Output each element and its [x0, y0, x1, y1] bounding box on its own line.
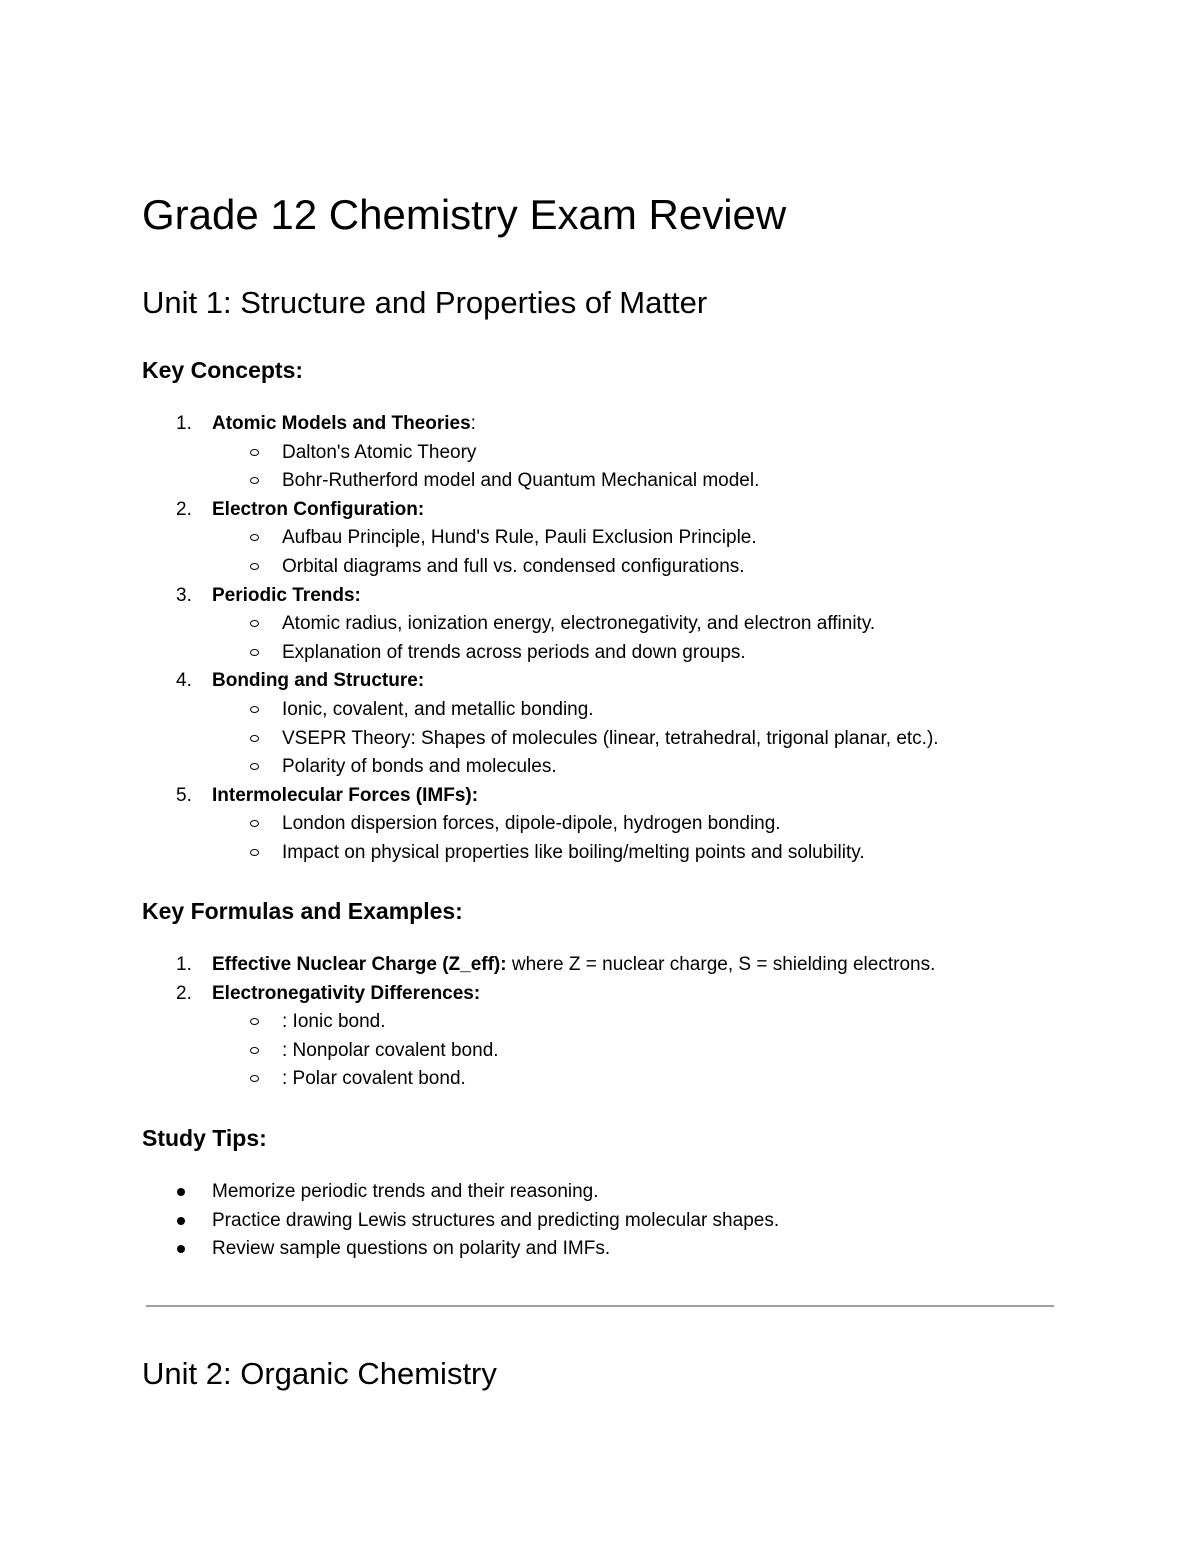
unit-2-heading: Unit 2: Organic Chemistry	[142, 1356, 497, 1391]
list-number: 3.	[176, 584, 192, 606]
list-number: 5.	[176, 784, 192, 806]
list-item-text	[212, 980, 480, 1009]
sub-item-text: : Polar covalent bond.	[282, 1068, 466, 1090]
list-item-label: Electron Configuration:	[212, 498, 425, 520]
list-item-label: Intermolecular Forces (IMFs):	[212, 784, 479, 806]
list-item-label: Atomic Models and Theories	[212, 413, 471, 434]
list-item-text	[212, 782, 478, 811]
bullet-item-text: Memorize periodic trends and their reasoning.	[212, 1181, 599, 1202]
hollow-bullet-icon	[250, 1018, 259, 1025]
hollow-bullet-icon	[250, 534, 259, 541]
hollow-bullet-icon	[250, 763, 259, 770]
bullet-item-text: Practice drawing Lewis structures and predicting molecular shapes.	[212, 1209, 780, 1231]
horizontal-divider	[146, 1305, 1054, 1307]
sub-item-text: Atomic radius, ionization energy, electronegativity, and electron affinity.	[282, 613, 876, 635]
sub-item-text: Dalton's Atomic Theory	[282, 441, 477, 463]
bullet-icon	[177, 1217, 185, 1225]
list-item-text	[212, 582, 361, 611]
list-number: 4.	[176, 670, 192, 692]
hollow-bullet-icon	[250, 477, 259, 484]
sub-item-text: Polarity of bonds and molecules.	[282, 756, 557, 778]
bullet-icon	[177, 1188, 185, 1196]
unit-1-heading: Unit 1: Structure and Properties of Matter	[142, 285, 708, 320]
sub-item-text: London dispersion forces, dipole-dipole, hydrogen bonding.	[282, 813, 781, 835]
list-item-text	[212, 667, 424, 696]
list-item-suffix: where Z = nuclear charge, S = shielding electrons.	[506, 954, 936, 975]
hollow-bullet-icon	[250, 563, 259, 570]
list-item-suffix: :	[470, 413, 476, 434]
list-number: 1.	[176, 413, 192, 434]
list-item-text	[212, 410, 476, 439]
list-number: 2.	[176, 498, 192, 520]
sub-item-text: Explanation of trends across periods and down groups.	[282, 641, 746, 663]
list-item-label: Periodic Trends:	[212, 584, 361, 606]
list-item-text	[212, 496, 424, 525]
list-item-label: Effective Nuclear Charge (Z_eff):	[212, 954, 507, 975]
sub-item-text: Ionic, covalent, and metallic bonding.	[282, 698, 594, 720]
list-number: 1.	[176, 954, 192, 975]
hollow-bullet-icon	[250, 706, 259, 713]
bullet-icon	[177, 1245, 185, 1253]
sub-item-text: Orbital diagrams and full vs. condensed configurations.	[282, 555, 745, 577]
hollow-bullet-icon	[250, 1075, 259, 1082]
sub-item-text: Impact on physical properties like boiling/melting points and solubility.	[282, 841, 865, 863]
sub-item-text: : Nonpolar covalent bond.	[282, 1039, 499, 1061]
hollow-bullet-icon	[250, 449, 259, 456]
sub-item-text: : Ionic bond.	[282, 1011, 386, 1033]
sub-item-text: Bohr-Rutherford model and Quantum Mechanical model.	[282, 470, 760, 492]
key-concepts-heading: Key Concepts:	[142, 357, 304, 383]
sub-item-text: Aufbau Principle, Hund's Rule, Pauli Exclusion Principle.	[282, 527, 757, 549]
hollow-bullet-icon	[250, 735, 259, 742]
list-number: 2.	[176, 982, 192, 1004]
bullet-item-text: Review sample questions on polarity and IMFs.	[212, 1238, 611, 1260]
list-item-text	[212, 951, 935, 980]
key-formulas-heading: Key Formulas and Examples:	[142, 898, 463, 924]
hollow-bullet-icon	[250, 1047, 259, 1054]
list-item-label: Bonding and Structure:	[212, 670, 425, 692]
hollow-bullet-icon	[250, 649, 259, 656]
sub-item-text: VSEPR Theory: Shapes of molecules (linear, tetrahedral, trigonal planar, etc.).	[282, 727, 939, 749]
document-title: Grade 12 Chemistry Exam Review	[142, 191, 787, 238]
hollow-bullet-icon	[250, 620, 259, 627]
hollow-bullet-icon	[250, 820, 259, 827]
hollow-bullet-icon	[250, 849, 259, 856]
list-item-label: Electronegativity Differences:	[212, 982, 481, 1004]
study-tips-heading: Study Tips:	[142, 1125, 267, 1151]
